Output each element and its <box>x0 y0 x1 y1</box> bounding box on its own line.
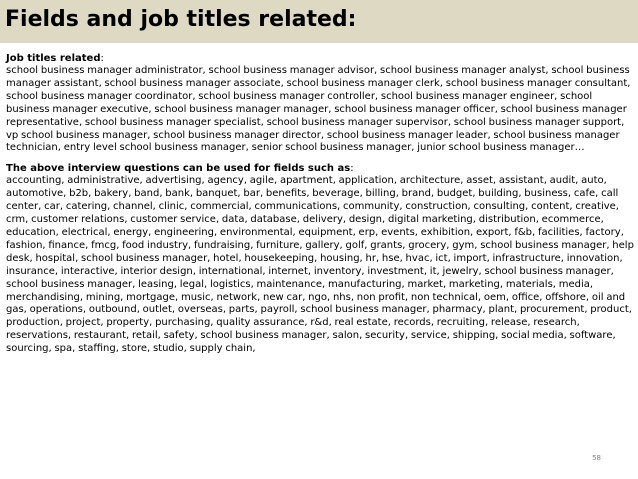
slide-content <box>6 52 634 356</box>
slide-title: Fields and job titles related: <box>5 7 357 32</box>
page-number: 58 <box>592 454 601 462</box>
section-gap <box>6 155 634 162</box>
title-bar <box>0 0 638 43</box>
fields-heading-line <box>6 162 634 175</box>
fields-list: accounting, administrative, advertising, agency, agile, apartment, application, architecture, asset, assistant, audit, auto, automotive, b2b, bakery, band, bank, banquet, bar, benefits, beverage, billing, brand, budget, building, business, cafe, call center, car, catering, channel, clinic, commercial, communications, community, construction, consulting, content, creative, crm, customer relations, customer service, data, database, delivery, design, digital marketing, distribution, ecommerce, education, electrical, energy, engineering, environmental, equipment, erp, events, exhibition, export, f&b, facilities, factory, fashion, finance, fmcg, food industry, fundraising, furniture, gallery, golf, grants, grocery, gym, school business manager, help desk, hospital, school business manager, hotel, housekeeping, housing, hr, hse, hvac, ict, import, infrastructure, innovation, insurance, interactive, interior design, international, internet, inventory, investment, it, jewelry, school business manager, school business manager, leasing, legal, logistics, maintenance, manufacturing, market, marketing, materials, media, merchandising, mining, mortgage, music, network, new car, ngo, nhs, non profit, non technical, oem, office, offshore, oil and gas, operations, outbound, outlet, overseas, parts, payroll, school business manager, pharmacy, plant, procurement, product, production, project, property, purchasing, quality assurance, r&d, real estate, records, recruiting, release, research, reservations, restaurant, retail, safety, school business manager, salon, security, service, shipping, social media, software, sourcing, spa, staffing, store, studio, supply chain, <box>6 175 634 355</box>
job-titles-heading-line <box>6 52 634 65</box>
job-titles-heading: Job titles related <box>6 53 101 64</box>
job-titles-colon: : <box>100 53 104 64</box>
fields-heading: The above interview questions can be used for fields such as <box>6 163 351 175</box>
job-titles-list: school business manager administrator, school business manager advisor, school business manager analyst, school business manager assistant, school business manager associate, school business manager clerk, school business manager consultant, school business manager coordinator, school business manager controller, school business manager engineer, school business manager executive, school business manager manager, school business manager officer, school business manager representative, school business manager specialist, school business manager supervisor, school business manager support, vp school business manager, school business manager director, school business manager leader, school business manager technician, entry level school business manager, senior school business manager, junior school business manager… <box>6 65 631 154</box>
fields-colon: : <box>350 163 354 175</box>
